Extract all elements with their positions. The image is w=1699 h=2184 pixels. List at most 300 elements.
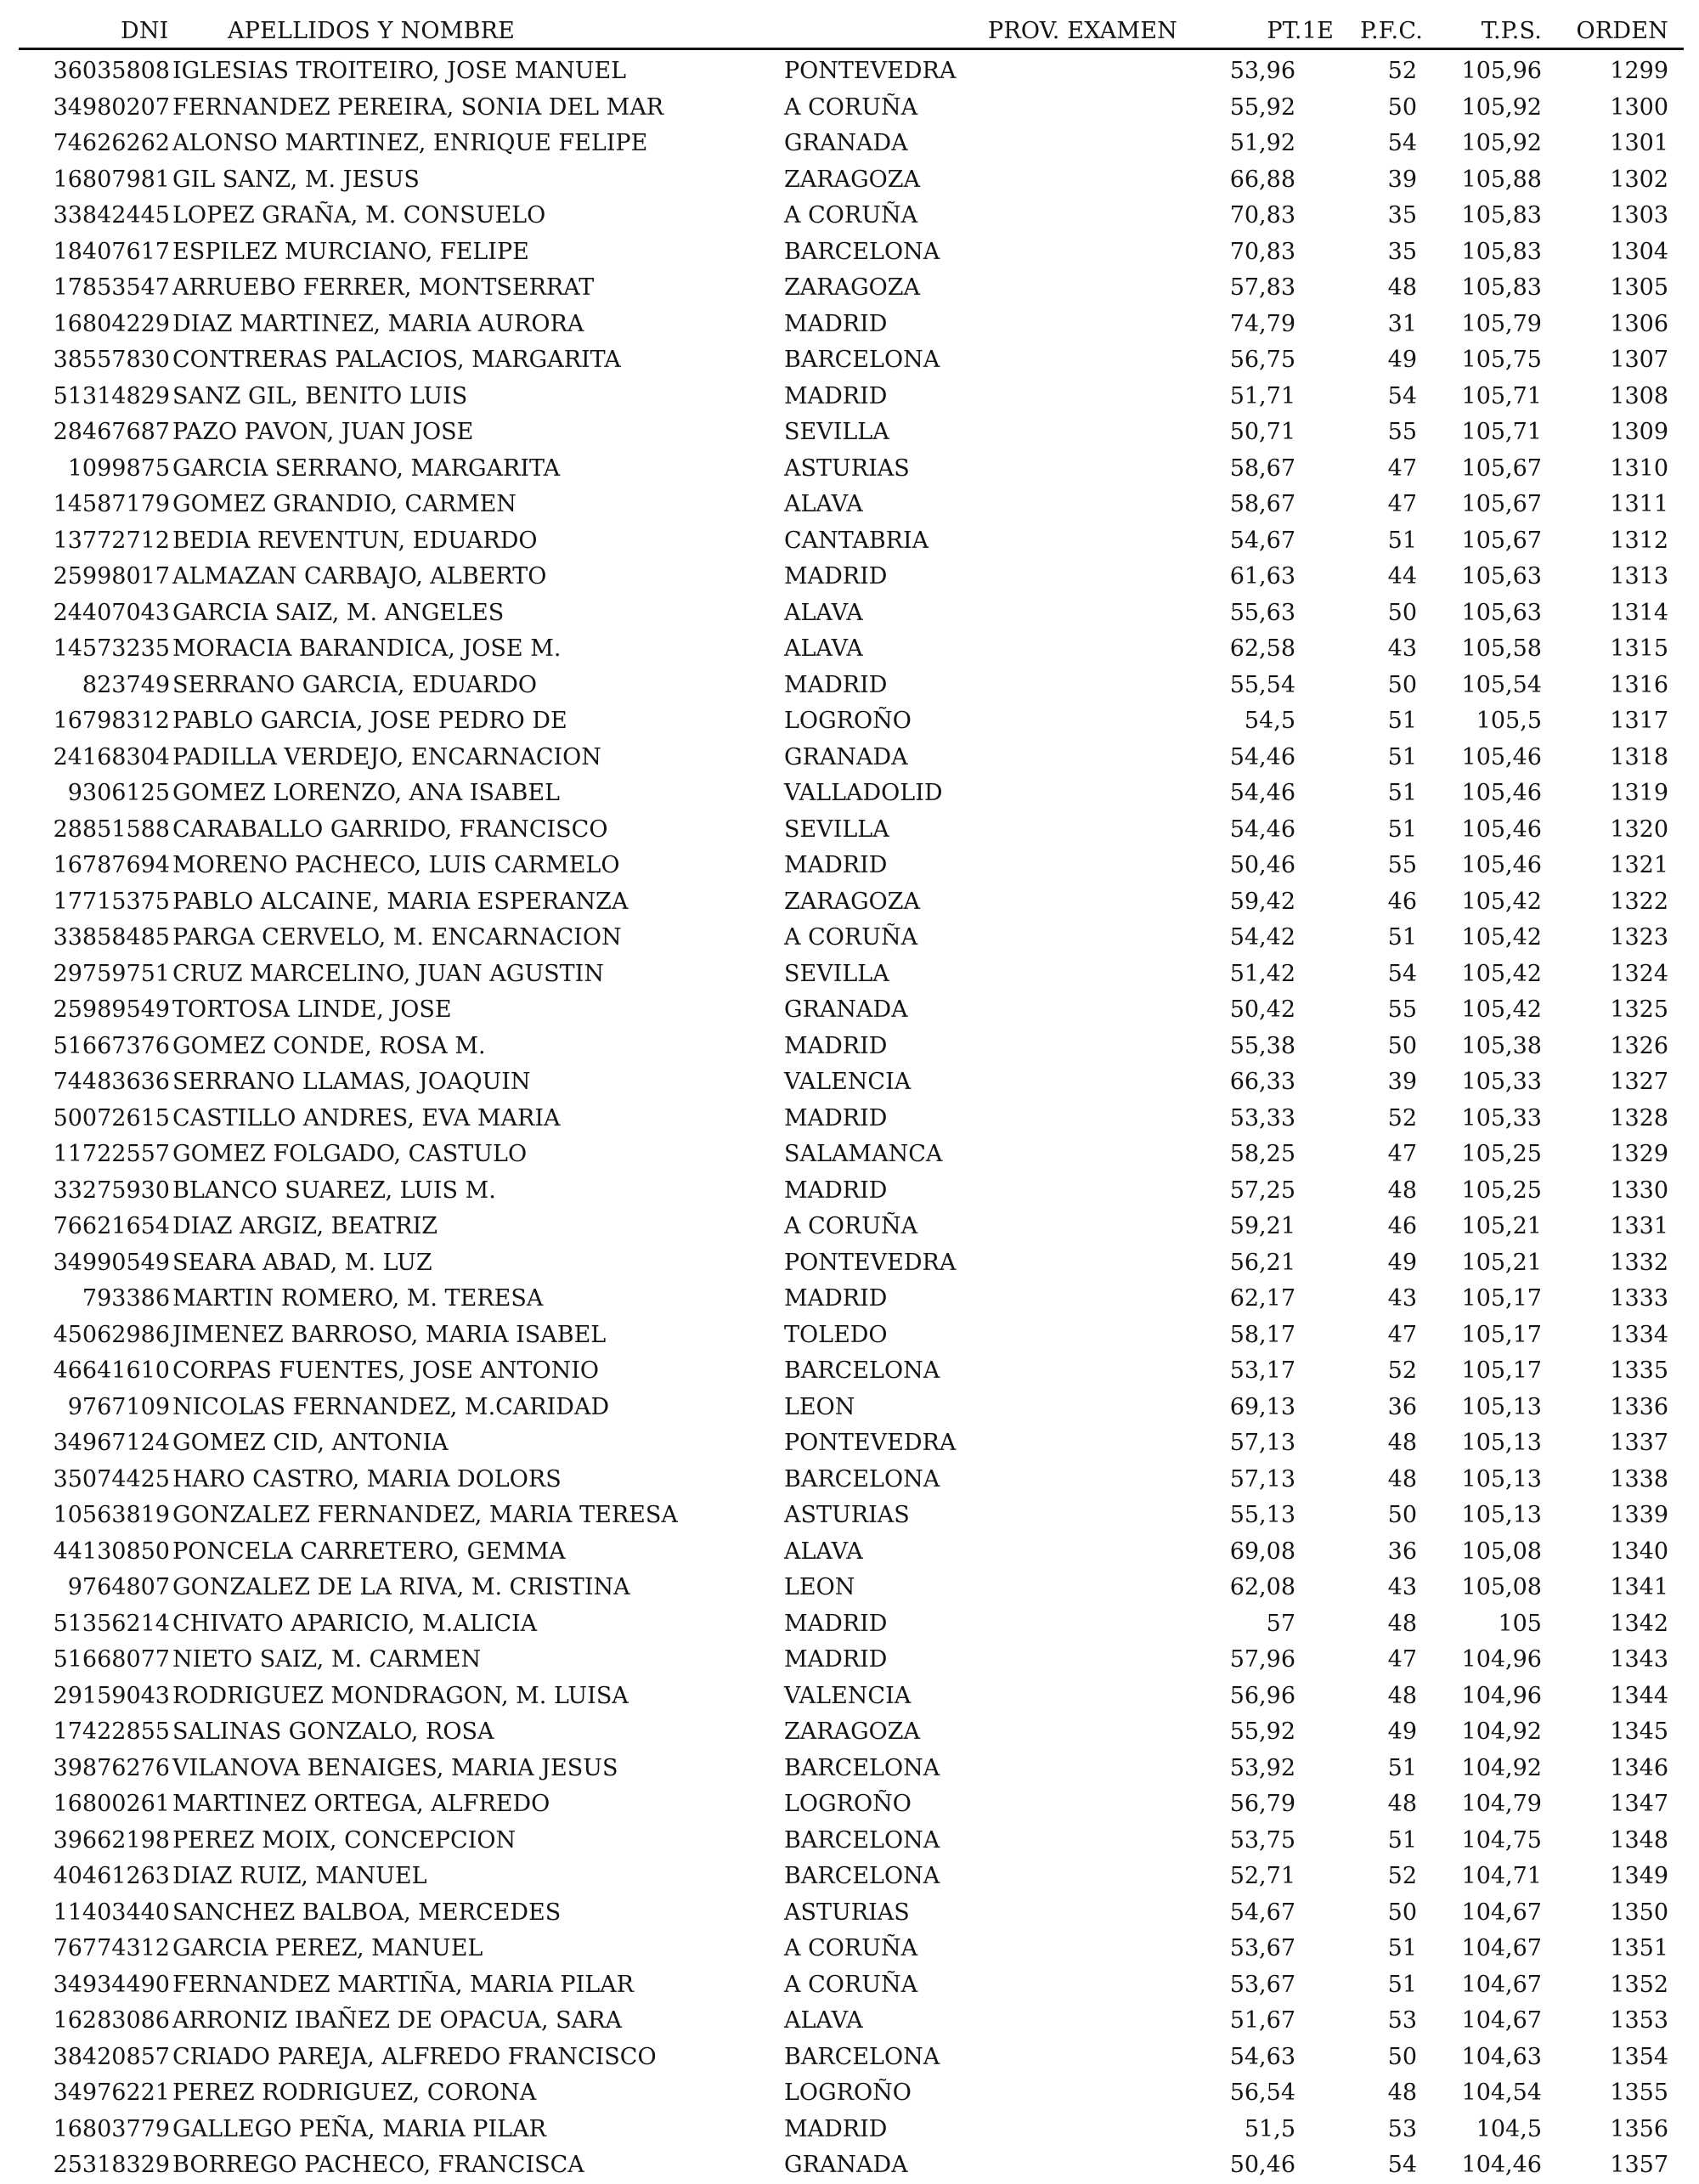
cell-tps: 105,42	[1461, 960, 1542, 987]
cell-pt1e: 62,58	[1229, 635, 1295, 662]
cell-pfc: 53	[1387, 2007, 1417, 2034]
cell-prov: ALAVA	[784, 1538, 863, 1565]
cell-nombre: IGLESIAS TROITEIRO, JOSE MANUEL	[172, 58, 627, 84]
cell-pfc: 47	[1387, 1141, 1417, 1167]
cell-tps: 105,08	[1461, 1538, 1542, 1565]
cell-orden: 1333	[1610, 1285, 1668, 1312]
cell-orden: 1302	[1610, 166, 1668, 193]
cell-pt1e: 58,25	[1229, 1141, 1295, 1167]
cell-prov: PONTEVEDRA	[784, 1249, 957, 1276]
cell-pt1e: 54,42	[1229, 924, 1295, 951]
cell-nombre: CHIVATO APARICIO, M.ALICIA	[172, 1610, 538, 1637]
cell-nombre: CONTRERAS PALACIOS, MARGARITA	[172, 347, 621, 373]
cell-pfc: 47	[1387, 1646, 1417, 1673]
table-row	[0, 1823, 1699, 1860]
cell-tps: 105,21	[1461, 1213, 1542, 1239]
cell-tps: 104,67	[1461, 1935, 1542, 1961]
cell-prov: BARCELONA	[784, 1863, 940, 1889]
cell-dni: 45062986	[53, 1321, 170, 1348]
cell-nombre: PEREZ RODRIGUEZ, CORONA	[172, 2080, 537, 2106]
cell-dni: 9764807	[67, 1574, 170, 1600]
cell-pfc: 52	[1387, 1863, 1417, 1889]
cell-orden: 1341	[1610, 1574, 1668, 1600]
table-row	[0, 1318, 1699, 1354]
header-nombre: APELLIDOS Y NOMBRE	[228, 18, 516, 44]
table-row	[0, 703, 1699, 740]
cell-nombre: GARCIA SERRANO, MARGARITA	[172, 454, 561, 482]
cell-dni: 11403440	[53, 1899, 170, 1926]
cell-pt1e: 54,63	[1229, 2043, 1295, 2070]
cell-tps: 105,83	[1461, 238, 1542, 265]
cell-prov: ASTURIAS	[784, 454, 910, 482]
cell-orden: 1348	[1610, 1826, 1668, 1854]
table-row	[0, 1534, 1699, 1571]
cell-pt1e: 70,83	[1229, 238, 1295, 265]
cell-tps: 104,63	[1461, 2043, 1542, 2070]
cell-pt1e: 66,88	[1229, 166, 1295, 193]
cell-orden: 1308	[1610, 382, 1668, 409]
cell-prov: ZARAGOZA	[784, 888, 921, 915]
cell-dni: 24168304	[53, 743, 170, 770]
cell-nombre: DIAZ MARTINEZ, MARIA AURORA	[172, 310, 584, 337]
cell-prov: A CORUÑA	[784, 202, 918, 229]
cell-prov: ZARAGOZA	[784, 1718, 921, 1745]
cell-orden: 1337	[1610, 1430, 1668, 1456]
cell-dni: 14587179	[53, 491, 170, 517]
cell-tps: 105,63	[1461, 599, 1542, 626]
cell-pt1e: 53,67	[1229, 1971, 1295, 1998]
cell-pfc: 51	[1387, 708, 1417, 734]
cell-pfc: 49	[1387, 347, 1417, 373]
cell-nombre: CRIADO PAREJA, ALFREDO FRANCISCO	[172, 2043, 657, 2070]
cell-pfc: 55	[1387, 852, 1417, 878]
table-row	[0, 1029, 1699, 1065]
cell-tps: 105,42	[1461, 888, 1542, 915]
table-row	[0, 1137, 1699, 1173]
cell-dni: 50072615	[53, 1104, 170, 1132]
cell-nombre: SANZ GIL, BENITO LUIS	[172, 382, 468, 409]
cell-tps: 104,67	[1461, 1971, 1542, 1998]
cell-tps: 105,92	[1461, 93, 1542, 121]
cell-pfc: 54	[1387, 130, 1417, 156]
cell-pt1e: 56,75	[1229, 347, 1295, 373]
cell-nombre: CORPAS FUENTES, JOSE ANTONIO	[172, 1357, 600, 1384]
table-row	[0, 559, 1699, 595]
cell-pfc: 52	[1387, 58, 1417, 84]
table-row	[0, 2075, 1699, 2112]
cell-pfc: 35	[1387, 238, 1417, 265]
cell-dni: 28851588	[53, 815, 170, 843]
cell-tps: 105,17	[1461, 1321, 1542, 1348]
cell-dni: 33858485	[53, 924, 170, 951]
cell-pfc: 51	[1387, 780, 1417, 806]
cell-pfc: 51	[1387, 743, 1417, 770]
cell-orden: 1330	[1610, 1177, 1668, 1204]
cell-nombre: PADILLA VERDEJO, ENCARNACION	[172, 743, 601, 770]
cell-pfc: 48	[1387, 1177, 1417, 1204]
cell-pfc: 36	[1387, 1393, 1417, 1420]
cell-prov: MADRID	[784, 1646, 888, 1673]
cell-tps: 104,67	[1461, 2007, 1542, 2034]
table-row	[0, 1714, 1699, 1751]
cell-dni: 33842445	[53, 202, 170, 229]
cell-pfc: 49	[1387, 1249, 1417, 1276]
cell-pfc: 48	[1387, 1465, 1417, 1493]
cell-orden: 1321	[1610, 852, 1668, 878]
cell-prov: MADRID	[784, 310, 888, 337]
cell-pfc: 48	[1387, 1682, 1417, 1709]
cell-prov: VALLADOLID	[784, 780, 943, 806]
cell-orden: 1320	[1610, 815, 1668, 843]
cell-tps: 105,13	[1461, 1465, 1542, 1493]
table-body	[0, 54, 1699, 2184]
table-row	[0, 1353, 1699, 1390]
cell-pt1e: 57,13	[1229, 1465, 1295, 1493]
cell-dni: 16798312	[53, 708, 170, 734]
cell-tps: 105,33	[1461, 1104, 1542, 1132]
cell-nombre: GOMEZ GRANDIO, CARMEN	[172, 491, 516, 517]
cell-dni: 793386	[82, 1285, 170, 1312]
cell-tps: 105,46	[1461, 815, 1542, 843]
cell-pt1e: 50,42	[1229, 996, 1295, 1023]
cell-pt1e: 58,67	[1229, 491, 1295, 517]
cell-dni: 25998017	[53, 563, 170, 590]
cell-pfc: 53	[1387, 2115, 1417, 2142]
cell-dni: 17853547	[53, 274, 170, 301]
cell-dni: 17422855	[53, 1718, 170, 1745]
cell-prov: TOLEDO	[784, 1321, 888, 1348]
cell-pfc: 43	[1387, 1574, 1417, 1600]
cell-prov: A CORUÑA	[784, 1213, 918, 1239]
table-row	[0, 198, 1699, 234]
cell-dni: 39876276	[53, 1754, 170, 1781]
cell-pt1e: 59,21	[1229, 1213, 1295, 1239]
cell-orden: 1300	[1610, 93, 1668, 121]
cell-pt1e: 62,08	[1229, 1574, 1295, 1600]
table-row	[0, 631, 1699, 668]
cell-prov: ZARAGOZA	[784, 274, 921, 301]
cell-orden: 1332	[1610, 1249, 1668, 1276]
cell-pt1e: 54,46	[1229, 780, 1295, 806]
cell-pt1e: 70,83	[1229, 202, 1295, 229]
cell-pt1e: 56,21	[1229, 1249, 1295, 1276]
table-row	[0, 2003, 1699, 2040]
cell-tps: 105,96	[1461, 58, 1542, 84]
table-row	[0, 1931, 1699, 1967]
cell-pfc: 47	[1387, 491, 1417, 517]
cell-nombre: GOMEZ FOLGADO, CASTULO	[172, 1141, 528, 1167]
cell-prov: MADRID	[784, 852, 888, 878]
cell-dni: 51667376	[53, 1032, 170, 1059]
cell-tps: 105,83	[1461, 274, 1542, 301]
cell-prov: CANTABRIA	[784, 527, 929, 554]
cell-nombre: RODRIGUEZ MONDRAGON, M. LUISA	[172, 1682, 629, 1709]
header-pfc: P.F.C.	[1360, 18, 1423, 44]
cell-pt1e: 53,92	[1229, 1754, 1295, 1781]
cell-orden: 1338	[1610, 1465, 1668, 1493]
cell-prov: LOGROÑO	[784, 708, 912, 734]
cell-nombre: DIAZ ARGIZ, BEATRIZ	[172, 1213, 438, 1239]
cell-pt1e: 53,67	[1229, 1935, 1295, 1961]
cell-orden: 1351	[1610, 1935, 1668, 1961]
cell-pt1e: 69,13	[1229, 1393, 1295, 1420]
cell-orden: 1340	[1610, 1538, 1668, 1565]
cell-tps: 105,67	[1461, 491, 1542, 517]
cell-tps: 105,79	[1461, 310, 1542, 337]
cell-pt1e: 53,96	[1229, 58, 1295, 84]
cell-orden: 1328	[1610, 1104, 1668, 1132]
cell-tps: 105,54	[1461, 671, 1542, 698]
cell-pt1e: 57,25	[1229, 1177, 1295, 1204]
cell-tps: 104,54	[1461, 2080, 1542, 2106]
cell-tps: 105,21	[1461, 1249, 1542, 1276]
cell-orden: 1350	[1610, 1899, 1668, 1926]
cell-nombre: JIMENEZ BARROSO, MARIA ISABEL	[172, 1321, 607, 1348]
cell-pt1e: 57,83	[1229, 274, 1295, 301]
cell-prov: ALAVA	[784, 635, 863, 662]
cell-prov: LOGROÑO	[784, 1791, 912, 1817]
cell-pt1e: 55,63	[1229, 599, 1295, 626]
cell-pt1e: 58,67	[1229, 454, 1295, 482]
cell-prov: BARCELONA	[784, 1826, 940, 1854]
cell-prov: GRANADA	[784, 996, 908, 1023]
cell-tps: 105,58	[1461, 635, 1542, 662]
cell-prov: ASTURIAS	[784, 1502, 910, 1528]
cell-pt1e: 50,46	[1229, 2152, 1295, 2178]
cell-tps: 105,42	[1461, 924, 1542, 951]
cell-orden: 1307	[1610, 347, 1668, 373]
cell-pt1e: 54,46	[1229, 743, 1295, 770]
cell-tps: 105,13	[1461, 1393, 1542, 1420]
cell-nombre: CRUZ MARCELINO, JUAN AGUSTIN	[172, 960, 604, 987]
cell-prov: A CORUÑA	[784, 1971, 918, 1998]
cell-prov: BARCELONA	[784, 347, 940, 373]
cell-pt1e: 53,75	[1229, 1826, 1295, 1854]
cell-pfc: 43	[1387, 1285, 1417, 1312]
cell-orden: 1309	[1610, 419, 1668, 445]
cell-dni: 16807981	[53, 166, 170, 193]
cell-prov: GRANADA	[784, 130, 908, 156]
table-row	[0, 1462, 1699, 1498]
cell-pfc: 48	[1387, 274, 1417, 301]
cell-prov: GRANADA	[784, 2152, 908, 2178]
cell-orden: 1357	[1610, 2152, 1668, 2178]
cell-prov: MADRID	[784, 1032, 888, 1059]
cell-nombre: VILANOVA BENAIGES, MARIA JESUS	[172, 1754, 618, 1781]
cell-pt1e: 53,17	[1229, 1357, 1295, 1384]
cell-pfc: 39	[1387, 1069, 1417, 1095]
table-row	[0, 2040, 1699, 2076]
cell-dni: 46641610	[53, 1357, 170, 1384]
cell-tps: 104,75	[1461, 1826, 1542, 1854]
cell-pfc: 54	[1387, 382, 1417, 409]
cell-prov: SEVILLA	[784, 815, 889, 843]
cell-dni: 28467687	[53, 419, 170, 445]
cell-pfc: 48	[1387, 2080, 1417, 2106]
cell-prov: BARCELONA	[784, 238, 940, 265]
cell-nombre: PAZO PAVON, JUAN JOSE	[172, 419, 474, 445]
cell-prov: A CORUÑA	[784, 924, 918, 951]
cell-prov: SEVILLA	[784, 419, 889, 445]
cell-dni: 16283086	[53, 2007, 170, 2034]
cell-prov: BARCELONA	[784, 1465, 940, 1493]
cell-tps: 105,13	[1461, 1430, 1542, 1456]
header-rule	[19, 48, 1684, 50]
cell-pt1e: 55,92	[1229, 93, 1295, 121]
cell-nombre: SERRANO GARCIA, EDUARDO	[172, 671, 537, 698]
cell-tps: 104,92	[1461, 1718, 1542, 1745]
cell-pfc: 47	[1387, 1321, 1417, 1348]
table-row	[0, 162, 1699, 199]
cell-prov: MADRID	[784, 2115, 888, 2142]
cell-pt1e: 56,96	[1229, 1682, 1295, 1709]
cell-orden: 1310	[1610, 454, 1668, 482]
cell-dni: 25318329	[53, 2152, 170, 2178]
cell-nombre: ARRONIZ IBAÑEZ DE OPACUA, SARA	[172, 2007, 622, 2034]
table-row	[0, 487, 1699, 523]
cell-tps: 105,17	[1461, 1285, 1542, 1312]
cell-orden: 1316	[1610, 671, 1668, 698]
cell-nombre: PABLO ALCAINE, MARIA ESPERANZA	[172, 888, 629, 915]
cell-pfc: 43	[1387, 635, 1417, 662]
cell-pfc: 44	[1387, 563, 1417, 590]
table-row	[0, 1064, 1699, 1101]
cell-tps: 105	[1498, 1610, 1542, 1637]
cell-dni: 11722557	[53, 1141, 170, 1167]
cell-orden: 1324	[1610, 960, 1668, 987]
cell-orden: 1323	[1610, 924, 1668, 951]
cell-nombre: PEREZ MOIX, CONCEPCION	[172, 1826, 516, 1854]
cell-pfc: 51	[1387, 1935, 1417, 1961]
cell-dni: 18407617	[53, 238, 170, 265]
cell-dni: 16803779	[53, 2115, 170, 2142]
cell-pfc: 50	[1387, 1502, 1417, 1528]
cell-orden: 1326	[1610, 1032, 1668, 1059]
table-row	[0, 1245, 1699, 1282]
cell-pfc: 50	[1387, 1032, 1417, 1059]
cell-pt1e: 59,42	[1229, 888, 1295, 915]
cell-prov: MADRID	[784, 1177, 888, 1204]
cell-nombre: GARCIA PEREZ, MANUEL	[172, 1935, 483, 1961]
cell-nombre: GOMEZ LORENZO, ANA ISABEL	[172, 780, 560, 806]
cell-pt1e: 69,08	[1229, 1538, 1295, 1565]
cell-nombre: GOMEZ CID, ANTONIA	[172, 1430, 449, 1456]
cell-dni: 40461263	[53, 1863, 170, 1889]
cell-pt1e: 56,79	[1229, 1791, 1295, 1817]
cell-pt1e: 51,5	[1244, 2115, 1295, 2142]
cell-tps: 105,63	[1461, 563, 1542, 590]
cell-nombre: ARRUEBO FERRER, MONTSERRAT	[172, 274, 595, 301]
cell-tps: 105,46	[1461, 743, 1542, 770]
cell-dni: 36035808	[53, 58, 170, 84]
cell-tps: 105,71	[1461, 382, 1542, 409]
cell-prov: MADRID	[784, 563, 888, 590]
cell-dni: 44130850	[53, 1538, 170, 1565]
table-row	[0, 2147, 1699, 2184]
cell-pfc: 31	[1387, 310, 1417, 337]
cell-pfc: 54	[1387, 2152, 1417, 2178]
table-row	[0, 884, 1699, 921]
table-row	[0, 812, 1699, 849]
cell-pt1e: 56,54	[1229, 2080, 1295, 2106]
cell-orden: 1346	[1610, 1754, 1668, 1781]
cell-prov: PONTEVEDRA	[784, 1430, 957, 1456]
table-row	[0, 1786, 1699, 1823]
cell-prov: LOGROÑO	[784, 2080, 912, 2106]
cell-orden: 1342	[1610, 1610, 1668, 1637]
table-row	[0, 1390, 1699, 1426]
table-row	[0, 451, 1699, 488]
cell-prov: SEVILLA	[784, 960, 889, 987]
cell-tps: 105,38	[1461, 1032, 1542, 1059]
cell-orden: 1303	[1610, 202, 1668, 229]
cell-orden: 1356	[1610, 2115, 1668, 2142]
cell-dni: 74626262	[53, 130, 170, 156]
cell-orden: 1329	[1610, 1141, 1668, 1167]
cell-dni: 1099875	[67, 454, 170, 482]
cell-tps: 105,75	[1461, 347, 1542, 373]
cell-pfc: 48	[1387, 1610, 1417, 1637]
header-orden: ORDEN	[1576, 18, 1668, 44]
cell-orden: 1301	[1610, 130, 1668, 156]
cell-dni: 51356214	[53, 1610, 170, 1637]
cell-dni: 38557830	[53, 347, 170, 373]
cell-pt1e: 51,92	[1229, 130, 1295, 156]
cell-tps: 105,46	[1461, 780, 1542, 806]
cell-tps: 104,96	[1461, 1646, 1542, 1673]
cell-dni: 51314829	[53, 382, 170, 409]
table-row	[0, 1967, 1699, 2004]
cell-pfc: 51	[1387, 924, 1417, 951]
table-row	[0, 2112, 1699, 2148]
cell-nombre: GONZALEZ DE LA RIVA, M. CRISTINA	[172, 1574, 630, 1600]
cell-prov: MADRID	[784, 1610, 888, 1637]
table-row	[0, 957, 1699, 993]
cell-pt1e: 51,42	[1229, 960, 1295, 987]
cell-dni: 16800261	[53, 1791, 170, 1817]
cell-pt1e: 54,67	[1229, 1899, 1295, 1926]
cell-dni: 35074425	[53, 1465, 170, 1493]
cell-prov: MADRID	[784, 1285, 888, 1312]
cell-orden: 1349	[1610, 1863, 1668, 1889]
cell-pfc: 48	[1387, 1791, 1417, 1817]
cell-orden: 1304	[1610, 238, 1668, 265]
cell-orden: 1317	[1610, 708, 1668, 734]
cell-orden: 1325	[1610, 996, 1668, 1023]
cell-dni: 33275930	[53, 1177, 170, 1204]
cell-dni: 76621654	[53, 1213, 170, 1239]
cell-pt1e: 57,96	[1229, 1646, 1295, 1673]
table-row	[0, 1101, 1699, 1137]
cell-tps: 105,42	[1461, 996, 1542, 1023]
cell-prov: ASTURIAS	[784, 1899, 910, 1926]
cell-nombre: SERRANO LLAMAS, JOAQUIN	[172, 1069, 531, 1095]
cell-prov: GRANADA	[784, 743, 908, 770]
cell-dni: 74483636	[53, 1069, 170, 1095]
cell-nombre: HARO CASTRO, MARIA DOLORS	[172, 1465, 562, 1493]
cell-pfc: 55	[1387, 419, 1417, 445]
cell-orden: 1339	[1610, 1502, 1668, 1528]
cell-orden: 1335	[1610, 1357, 1668, 1384]
cell-pt1e: 55,13	[1229, 1502, 1295, 1528]
cell-pfc: 50	[1387, 2043, 1417, 2070]
cell-nombre: MARTINEZ ORTEGA, ALFREDO	[172, 1791, 550, 1817]
cell-tps: 104,46	[1461, 2152, 1542, 2178]
cell-nombre: MORENO PACHECO, LUIS CARMELO	[172, 852, 620, 878]
table-row	[0, 54, 1699, 90]
cell-dni: 9306125	[67, 780, 170, 806]
cell-nombre: SANCHEZ BALBOA, MERCEDES	[172, 1899, 562, 1926]
